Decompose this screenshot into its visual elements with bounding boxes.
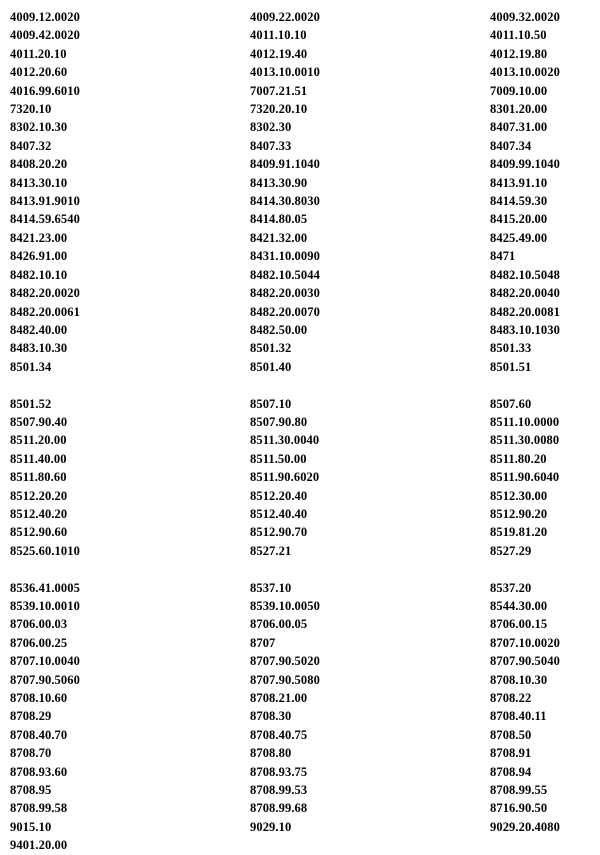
code-entry: 8301.20.00 [490,102,548,117]
code-entry: 8511.50.00 [250,451,307,466]
code-entry: 7320.20.10 [250,102,308,117]
code-entry: 4012.19.80 [490,46,548,61]
code-entry: 8501.51 [490,359,532,374]
code-entry: 8708.91 [490,746,532,761]
code-entry: 8708.99.55 [490,783,548,798]
code-entry: 8706.00.15 [490,617,548,632]
code-entry: 8708.21.00 [250,691,308,705]
code-entry: 8482.50.00 [250,322,308,337]
code-entry: 8511.80.60 [10,470,67,485]
code-entry: 8708.22 [490,691,532,705]
code-entry: 8708.30 [250,709,292,724]
code-entry: 8471 [490,249,516,264]
code-entry: 8407.34 [490,138,532,153]
code-entry: 8511.90.6040 [490,470,560,485]
code-entry: 8482.40.00 [10,322,68,337]
code-entry: 8421.23.00 [10,230,68,245]
code-entry: 8537.10 [250,580,292,595]
code-entry: 8708.93.75 [250,764,308,779]
code-entry: 8407.33 [250,138,292,153]
code-entry: 8512.30.00 [490,488,548,503]
code-entry: 8511.80.20 [490,451,547,466]
code-entry: 8708.10.60 [10,691,68,705]
code-entry: 8527.21 [250,543,292,558]
code-entry: 8708.95 [10,783,52,798]
code-entry: 8708.99.53 [250,783,308,798]
code-entry: 8708.94 [490,764,532,779]
code-entry: 4013.10.0020 [490,65,560,80]
code-entry: 8413.91.9010 [10,194,80,209]
code-entry: 8409.99.1040 [490,157,560,172]
code-entry: 8708.29 [10,709,52,724]
code-entry: 8482.20.0030 [250,286,320,301]
code-column-2 [250,8,490,836]
code-entry: 8413.30.10 [10,175,68,190]
code-entry: 4009.42.0020 [10,28,80,43]
code-entry: 8707 [250,635,276,650]
code-entry: 4011.10.50 [490,28,547,43]
code-entry: 8482.20.0070 [250,304,320,319]
code-entry: 8511.40.00 [10,451,67,466]
code-gap [10,376,250,394]
code-entry: 8708.93.60 [10,764,68,779]
code-gap [490,560,600,578]
code-entry: 8414.59.6540 [10,212,80,227]
code-entry: 8512.40.20 [10,506,68,521]
code-entry: 8501.33 [490,341,532,356]
code-entry: 4009.32.0020 [490,10,560,24]
code-column-3 [490,8,600,836]
code-entry: 8511.10.0000 [490,414,560,429]
code-entry: 8512.20.20 [10,488,68,503]
code-entry: 9029.20.4080 [490,819,560,834]
code-entry: 4016.99.6010 [10,83,80,98]
code-entry: 8302.30 [250,120,292,135]
code-entry: 8507.90.80 [250,414,308,429]
code-entry: 8511.30.0040 [250,433,320,448]
code-entry: 8706.00.03 [10,617,68,632]
code-entry: 9401.20.00 [10,838,68,853]
code-entry: 8708.99.68 [250,801,308,816]
code-entry: 8408.20.20 [10,157,68,172]
code-entry: 8537.20 [490,580,532,595]
code-entry: 8415.20.00 [490,212,548,227]
code-entry: 8507.90.40 [10,414,68,429]
code-entry: 8414.30.8030 [250,194,320,209]
code-entry: 8413.91.10 [490,175,548,190]
code-entry: 8511.20.00 [10,433,67,448]
code-entry: 8483.10.30 [10,341,68,356]
code-entry: 8544.30.00 [490,598,548,613]
code-entry: 8409.91.1040 [250,157,320,172]
code-entry: 7009.10.00 [490,83,548,98]
code-entry: 8525.60.1010 [10,543,80,558]
code-entry: 8706.00.25 [10,635,68,650]
code-entry: 9029.10 [250,819,292,834]
code-entry: 8706.00.05 [250,617,308,632]
code-entry: 8413.30.90 [250,175,308,190]
code-entry: 8407.31.00 [490,120,548,135]
code-entry: 8501.34 [10,359,52,374]
code-entry: 8421.32.00 [250,230,308,245]
code-entry: 8425.49.00 [490,230,548,245]
code-entry: 8512.20.40 [250,488,308,503]
code-entry: 8512.40.40 [250,506,308,521]
code-entry: 8414.80.05 [250,212,308,227]
code-entry: 8716.90.50 [490,801,548,816]
code-gap [10,560,250,578]
code-entry: 8527.29 [490,543,532,558]
code-entry: 4012.20.60 [10,65,68,80]
code-entry: 8414.59.30 [490,194,548,209]
code-entry: 9015.10 [10,819,52,834]
code-entry: 8708.40.11 [490,709,547,724]
code-entry: 8302.10.30 [10,120,68,135]
code-entry: 8707.90.5020 [250,654,320,669]
code-entry: 8707.10.0020 [490,635,560,650]
code-entry: 8539.10.0010 [10,598,80,613]
code-entry: 8507.60 [490,396,532,411]
code-entry: 8501.52 [10,396,52,411]
code-entry: 8482.20.0061 [10,304,80,319]
code-entry: 8708.99.58 [10,801,68,816]
code-entry: 8512.90.20 [490,506,548,521]
code-entry: 8482.10.10 [10,267,68,282]
code-columns [0,8,600,855]
code-entry: 8482.10.5044 [250,267,320,282]
code-entry: 4009.22.0020 [250,10,320,24]
code-entry: 8707.90.5080 [250,672,320,687]
code-entry: 8708.40.70 [10,727,68,742]
code-gap [250,560,490,578]
code-entry: 8539.10.0050 [250,598,320,613]
code-entry: 8708.10.30 [490,672,548,687]
code-entry: 8501.32 [250,341,292,356]
code-entry: 8708.70 [10,746,52,761]
code-entry: 8431.10.0090 [250,249,320,264]
code-entry: 8512.90.60 [10,525,68,540]
code-entry: 8482.20.0040 [490,286,560,301]
code-entry: 8501.40 [250,359,292,374]
code-entry: 8407.32 [10,138,52,153]
code-entry: 4012.19.40 [250,46,308,61]
code-entry: 8511.90.6020 [250,470,320,485]
code-entry: 8707.90.5040 [490,654,560,669]
code-entry: 4009.12.0020 [10,10,80,24]
code-entry: 8519.81.20 [490,525,548,540]
code-entry: 8708.50 [490,727,532,742]
code-entry: 8507.10 [250,396,292,411]
code-entry: 7007.21.51 [250,83,308,98]
code-entry: 8707.10.0040 [10,654,80,669]
code-entry: 8512.90.70 [250,525,308,540]
code-entry: 4011.10.10 [250,28,307,43]
code-entry: 4011.20.10 [10,46,67,61]
code-entry: 8482.20.0020 [10,286,80,301]
code-gap [490,376,600,394]
code-entry: 8708.40.75 [250,727,308,742]
code-entry: 8536.41.0005 [10,580,80,595]
code-entry: 8426.91.00 [10,249,68,264]
code-entry: 8483.10.1030 [490,322,560,337]
code-gap [250,376,490,394]
code-entry: 8482.10.5048 [490,267,560,282]
code-column-1 [0,8,250,855]
code-entry: 7320.10 [10,102,52,117]
code-entry: 8511.30.0080 [490,433,560,448]
code-entry: 8708.80 [250,746,292,761]
code-entry: 8707.90.5060 [10,672,80,687]
code-entry: 4013.10.0010 [250,65,320,80]
code-entry: 8482.20.0081 [490,304,560,319]
